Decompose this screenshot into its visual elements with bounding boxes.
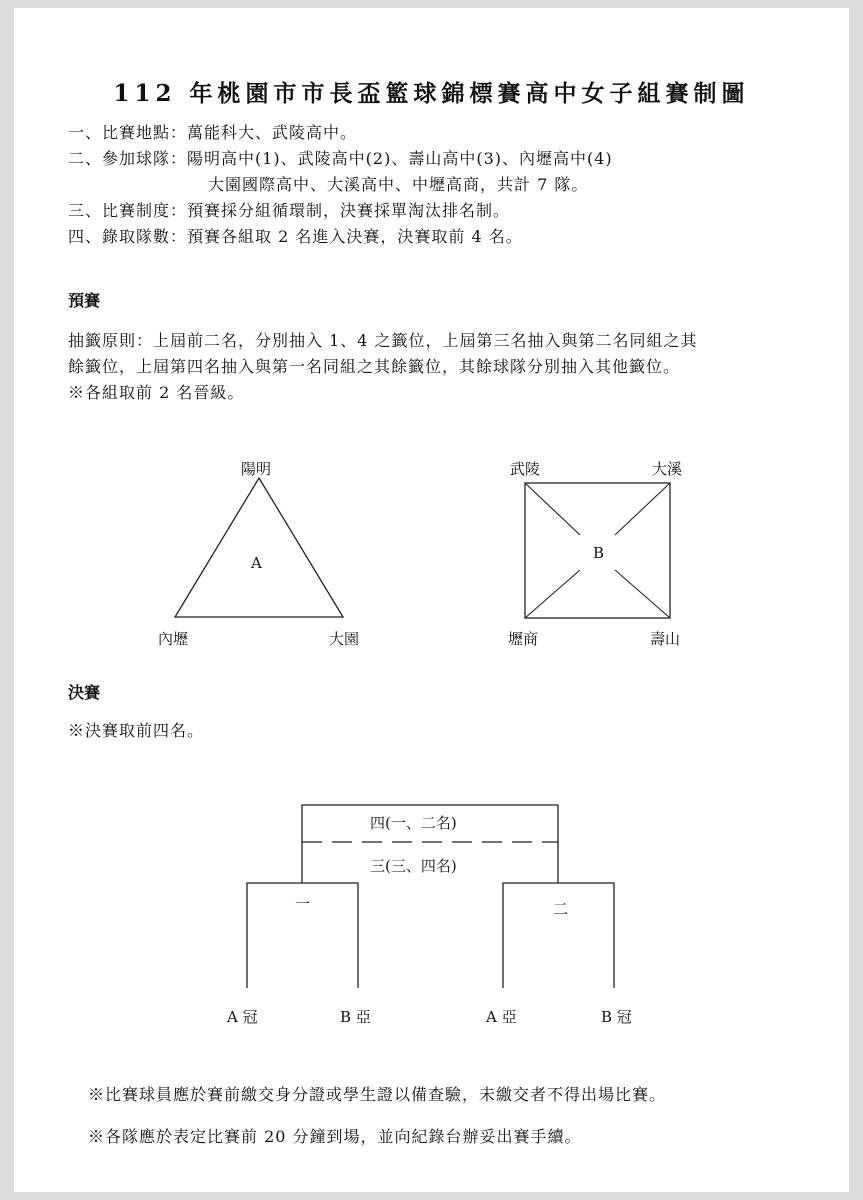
seed-b-runner-up: B 亞: [340, 1008, 371, 1026]
group-b-team-top-left: 武陵: [510, 460, 541, 478]
group-b-diagonal: [615, 483, 670, 535]
seed-a-runner-up: A 亞: [486, 1008, 517, 1026]
page-title: 112 年桃園市市長盃籃球錦標賽高中女子組賽制圖: [113, 80, 750, 107]
group-b-team-top-right: 大溪: [652, 460, 683, 478]
final-note: ※決賽取前四名。: [68, 721, 205, 740]
footnote-arrival: ※各隊應於表定比賽前 20 分鐘到場，並向紀錄台辦妥出賽手續。: [88, 1127, 582, 1146]
group-b-diagonal: [525, 570, 580, 618]
group-b-label: B: [593, 544, 605, 562]
group-a-team-top: 陽明: [241, 460, 272, 478]
final-heading: 決賽: [68, 683, 101, 702]
group-a-team-bottom-right: 大園: [329, 630, 360, 648]
info-qualify: 四、錄取隊數：預賽各組取 2 名進入決賽，決賽取前 4 名。: [68, 227, 523, 246]
draw-rule-line-1: 抽籤原則：上屆前二名，分別抽入 1、4 之籤位，上屆第三名抽入與第二名同組之其: [68, 331, 698, 350]
game-2-label: 二: [553, 900, 569, 918]
info-teams-cont: 大園國際高中、大溪高中、中壢高商，共計 7 隊。: [208, 175, 589, 194]
group-a-triangle: [175, 478, 343, 617]
group-b-diagonal: [615, 570, 670, 618]
seed-a-champion: A 冠: [227, 1008, 258, 1026]
prelim-heading: 預賽: [68, 291, 101, 310]
seed-b-champion: B 冠: [601, 1008, 632, 1026]
group-b-diagonal: [525, 483, 580, 535]
draw-rule-line-3: ※各組取前 2 名晉級。: [68, 383, 245, 402]
game-3-label: 三(三、四名): [370, 857, 457, 875]
group-b-team-bottom-left: 壢商: [508, 630, 539, 648]
game-1-label: 一: [295, 895, 311, 913]
info-teams: 二、參加球隊：陽明高中(1)、武陵高中(2)、壽山高中(3)、內壢高中(4): [68, 149, 613, 168]
footnote-id-check: ※比賽球員應於賽前繳交身分證或學生證以備查驗，未繳交者不得出場比賽。: [88, 1085, 667, 1104]
info-format: 三、比賽制度：預賽採分組循環制，決賽採單淘汰排名制。: [68, 201, 511, 220]
draw-rule-line-2: 餘籤位，上屆第四名抽入與第一名同組之其餘籤位，其餘球隊分別抽入其他籤位。: [68, 357, 681, 376]
group-b-team-bottom-right: 壽山: [650, 630, 681, 648]
info-venue: 一、比賽地點：萬能科大、武陵高中。: [68, 123, 358, 142]
group-a-label: A: [251, 554, 262, 572]
game-4-label: 四(一、二名): [370, 814, 457, 832]
group-a-team-bottom-left: 內壢: [158, 630, 189, 648]
